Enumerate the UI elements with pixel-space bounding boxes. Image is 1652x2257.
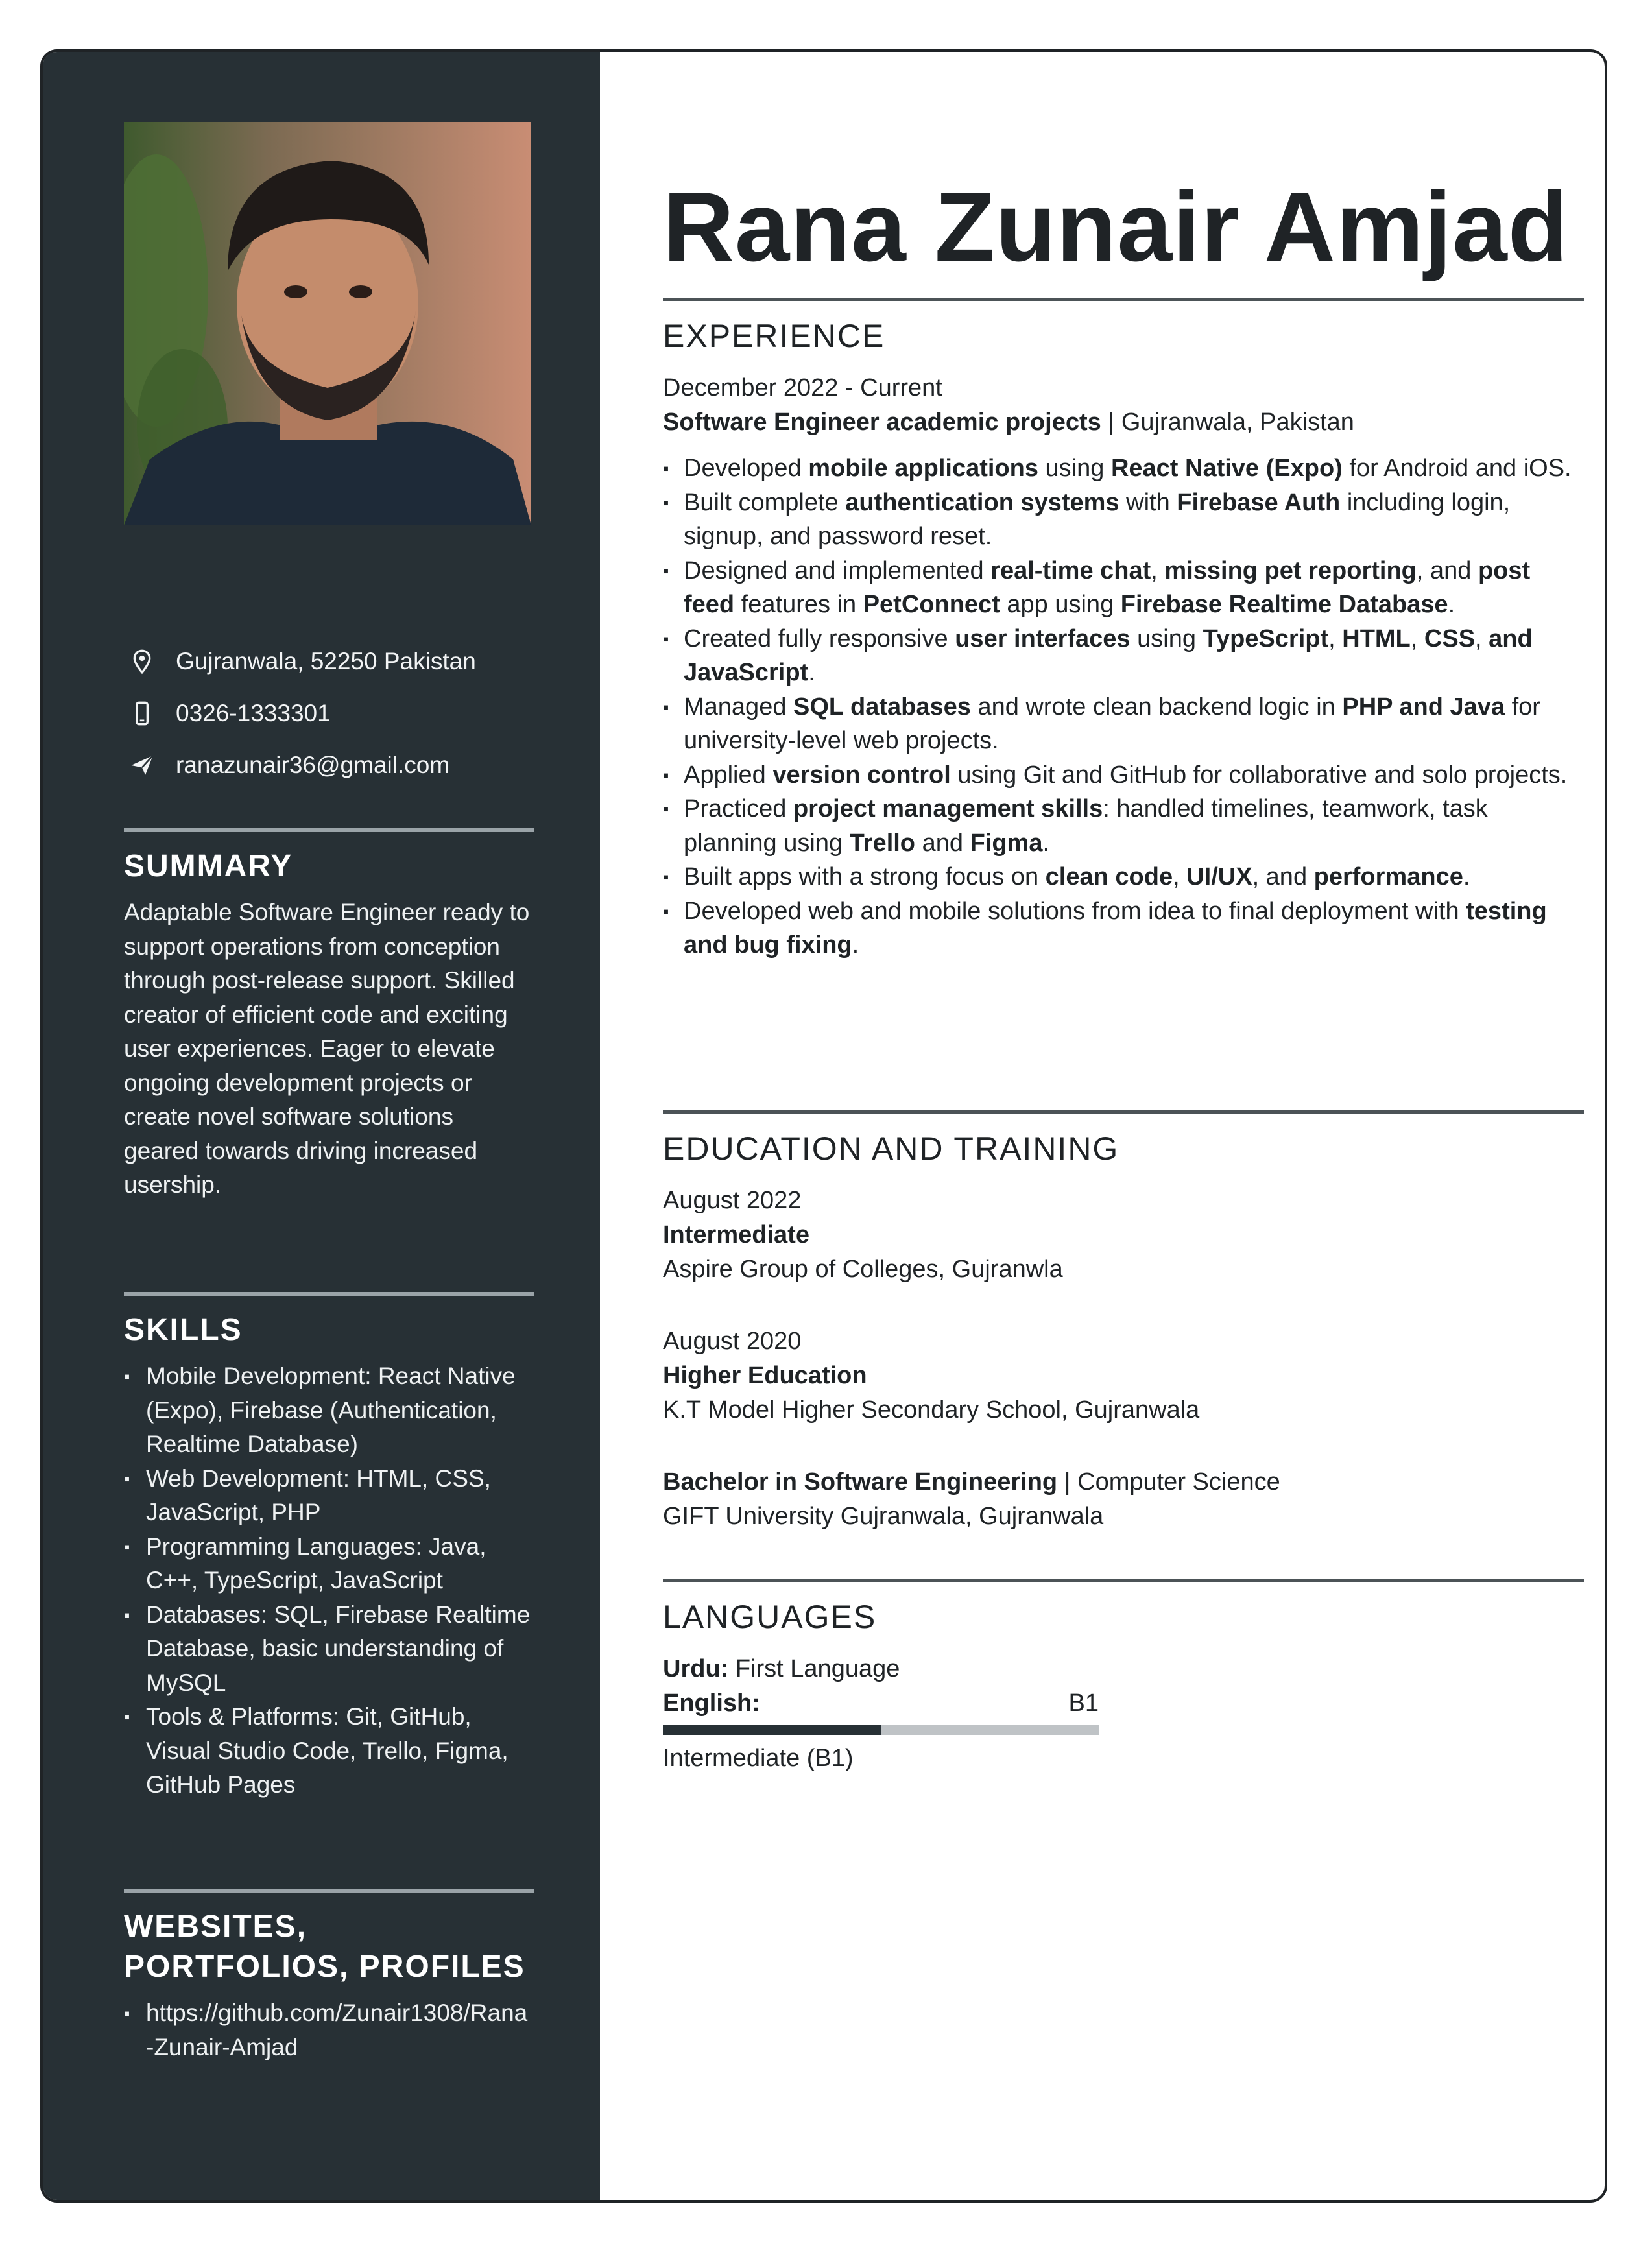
experience-bullet xyxy=(663,451,1584,486)
bullet-text: Applied xyxy=(684,761,773,789)
contact-phone-text: 0326-1333301 xyxy=(176,700,331,726)
title-separator: | xyxy=(1101,409,1121,436)
bachelor-institution: GIFT University Gujranwala, Gujranwala xyxy=(663,1503,1104,1530)
experience-section xyxy=(663,298,1584,962)
bullet-emphasis: performance xyxy=(1313,863,1463,890)
experience-bullet xyxy=(663,758,1584,793)
bullet-text: with xyxy=(1119,488,1177,516)
bullet-text: . xyxy=(1463,863,1470,890)
languages-heading: LANGUAGES xyxy=(663,1599,877,1635)
experience-bullet xyxy=(663,792,1584,860)
education-degree: Higher Education xyxy=(663,1362,867,1389)
experience-title: Software Engineer academic projects xyxy=(663,409,1101,436)
bachelor-separator: | xyxy=(1057,1468,1078,1496)
bullet-text: using Git and GitHub for collaborative and solo projects. xyxy=(950,761,1568,789)
language-level-text: Intermediate (B1) xyxy=(663,1745,854,1772)
bullet-text: and wrote clean backend logic in xyxy=(970,693,1343,721)
section-divider xyxy=(124,1292,534,1296)
bullet-text: Developed xyxy=(684,455,809,482)
education-heading: EDUCATION AND TRAINING xyxy=(663,1130,1119,1167)
experience-heading: EXPERIENCE xyxy=(663,318,885,354)
bullet-emphasis: real-time chat xyxy=(990,556,1151,584)
bullet-text: for university-level web projects. xyxy=(684,693,1540,754)
education-date: August 2022 xyxy=(663,1187,802,1214)
bullet-emphasis: missing pet reporting xyxy=(1164,556,1417,584)
websites-section xyxy=(124,1889,534,2064)
education-institution: Aspire Group of Colleges, Gujranwla xyxy=(663,1256,1063,1283)
summary-section xyxy=(124,828,534,1202)
bullet-emphasis: SQL databases xyxy=(793,693,971,721)
experience-dates: December 2022 - Current xyxy=(663,374,942,401)
bullet-emphasis: Firebase Realtime Database xyxy=(1120,591,1448,618)
bullet-text: , xyxy=(1328,625,1343,652)
bullet-text: Built complete xyxy=(684,488,846,516)
profile-photo xyxy=(124,122,531,525)
bullet-emphasis: project management skills xyxy=(793,795,1103,822)
language-level-code: B1 xyxy=(1068,1690,1099,1717)
bullet-text: . xyxy=(1042,829,1050,857)
bullet-text: using xyxy=(1038,455,1111,482)
section-divider xyxy=(124,828,534,832)
education-degree: Intermediate xyxy=(663,1221,809,1248)
bullet-text: and xyxy=(915,829,970,857)
experience-bullet xyxy=(663,894,1584,962)
bullet-emphasis: testing and bug fixing xyxy=(684,897,1547,959)
bullet-text: , xyxy=(1410,625,1424,652)
skill-item: ▪ Programming Languages: Java, C++, TypeScript, JavaScript xyxy=(124,1530,534,1598)
experience-location: Gujranwala, Pakistan xyxy=(1121,409,1354,436)
section-divider xyxy=(663,1579,1584,1582)
language-proficiency-fill xyxy=(663,1725,881,1735)
native-language xyxy=(663,1652,1584,1686)
summary-text: Adaptable Software Engineer ready to support operations from conception through post-release support. Skilled creator of efficient code and exciting user experiences. Eager to elevate ongoing development projects or create novel software solutions geared towards driving increased usership. xyxy=(124,899,530,1198)
candidate-name: Rana Zunair Amjad xyxy=(663,172,1569,282)
education-section xyxy=(663,1110,1584,1571)
bullet-emphasis: PHP and Java xyxy=(1342,693,1505,721)
section-divider xyxy=(663,298,1584,301)
skill-item: ▪ Web Development: HTML, CSS, JavaScript, PHP xyxy=(124,1462,534,1530)
experience-bullet xyxy=(663,554,1584,622)
bullet-emphasis: and JavaScript xyxy=(684,625,1533,686)
bullet-text: for Android and iOS. xyxy=(1342,455,1572,482)
bullet-emphasis: UI/UX xyxy=(1186,863,1252,890)
bullet-emphasis: mobile applications xyxy=(808,455,1038,482)
experience-bullet xyxy=(663,690,1584,758)
bullet-emphasis: TypeScript xyxy=(1203,625,1329,652)
contact-email-text[interactable]: ranazunair36@gmail.com xyxy=(176,752,450,778)
education-entry xyxy=(663,1184,1584,1287)
education-date: August 2020 xyxy=(663,1328,802,1355)
bullet-text: , and xyxy=(1416,556,1478,584)
bachelor-field: Computer Science xyxy=(1077,1468,1280,1496)
bullet-text: : handled timelines, teamwork, task planning using xyxy=(684,795,1488,857)
language-name: English: xyxy=(663,1690,760,1717)
bullet-emphasis: version control xyxy=(772,761,951,789)
experience-title-line xyxy=(663,405,1584,440)
contact-phone xyxy=(124,687,539,739)
bullet-text: app using xyxy=(1000,591,1121,618)
section-divider xyxy=(124,1889,534,1893)
bullet-text: Practiced xyxy=(684,795,793,822)
resume-page xyxy=(40,49,1607,2203)
bullet-text: , xyxy=(1475,625,1489,652)
summary-heading: SUMMARY xyxy=(124,849,293,883)
bullet-emphasis: clean code xyxy=(1045,863,1173,890)
contact-info xyxy=(124,636,539,791)
bullet-text: , xyxy=(1151,556,1165,584)
skill-item: ▪ Mobile Development: React Native (Expo), Firebase (Authentication, Realtime Database) xyxy=(124,1359,534,1462)
location-pin-icon xyxy=(124,647,160,676)
bullet-text: . xyxy=(1448,591,1455,618)
bachelor-line xyxy=(663,1465,1584,1499)
bullet-text: , xyxy=(1173,863,1187,890)
bullet-text: , and xyxy=(1252,863,1314,890)
websites-list xyxy=(124,1996,534,2064)
bullet-emphasis: authentication systems xyxy=(845,488,1119,516)
skills-list xyxy=(124,1359,534,1802)
section-divider xyxy=(663,1110,1584,1114)
bullet-emphasis: HTML xyxy=(1342,625,1411,652)
bullet-text: including login, signup, and password reset. xyxy=(684,488,1511,550)
bullet-emphasis: user interfaces xyxy=(955,625,1131,652)
bullet-emphasis: Figma xyxy=(970,829,1043,857)
contact-location xyxy=(124,636,539,687)
phone-icon xyxy=(124,699,160,728)
education-entry-bachelor xyxy=(663,1465,1584,1534)
education-entry xyxy=(663,1324,1584,1427)
native-language-value: First Language xyxy=(728,1655,900,1682)
language-row xyxy=(663,1686,1099,1721)
bullet-text: Designed and implemented xyxy=(684,556,991,584)
experience-bullet xyxy=(663,860,1584,894)
websites-heading: WEBSITES, PORTFOLIOS, PROFILES xyxy=(124,1909,525,1984)
sidebar xyxy=(43,52,600,2200)
language-proficiency-bar xyxy=(663,1725,1099,1735)
bullet-emphasis: post feed xyxy=(684,556,1531,618)
bullet-text: Developed web and mobile solutions from idea to final deployment with xyxy=(684,897,1466,925)
contact-location-text: Gujranwala, 52250 Pakistan xyxy=(176,648,476,675)
education-institution: K.T Model Higher Secondary School, Gujranwala xyxy=(663,1396,1200,1424)
bullet-text: . xyxy=(808,659,815,686)
bullet-emphasis: CSS xyxy=(1424,625,1476,652)
languages-section xyxy=(663,1579,1584,1776)
website-link[interactable]: ▪ https://github.com/Zunair1308/Rana-Zunair-Amjad xyxy=(124,1996,534,2064)
skill-item: ▪ Tools & Platforms: Git, GitHub, Visual Studio Code, Trello, Figma, GitHub Pages xyxy=(124,1700,534,1802)
experience-bullet xyxy=(663,486,1584,554)
bachelor-degree: Bachelor in Software Engineering xyxy=(663,1468,1058,1496)
experience-bullet xyxy=(663,622,1584,690)
bullet-emphasis: Firebase Auth xyxy=(1177,488,1341,516)
bullet-text: features in xyxy=(734,591,863,618)
experience-bullets xyxy=(663,451,1584,962)
bullet-emphasis: React Native (Expo) xyxy=(1110,455,1343,482)
native-language-label: Urdu: xyxy=(663,1655,729,1682)
bullet-text: using xyxy=(1130,625,1203,652)
bullet-emphasis: Trello xyxy=(849,829,916,857)
paper-plane-icon xyxy=(124,751,160,780)
bullet-text: Created fully responsive xyxy=(684,625,955,652)
bullet-emphasis: PetConnect xyxy=(863,591,1000,618)
bullet-text: . xyxy=(852,931,859,959)
skills-heading: SKILLS xyxy=(124,1313,243,1347)
skill-item: ▪ Databases: SQL, Firebase Realtime Database, basic understanding of MySQL xyxy=(124,1598,534,1701)
skills-section xyxy=(124,1292,534,1802)
contact-email[interactable] xyxy=(124,739,539,791)
bullet-text: Managed xyxy=(684,693,794,721)
bullet-text: Built apps with a strong focus on xyxy=(684,863,1046,890)
